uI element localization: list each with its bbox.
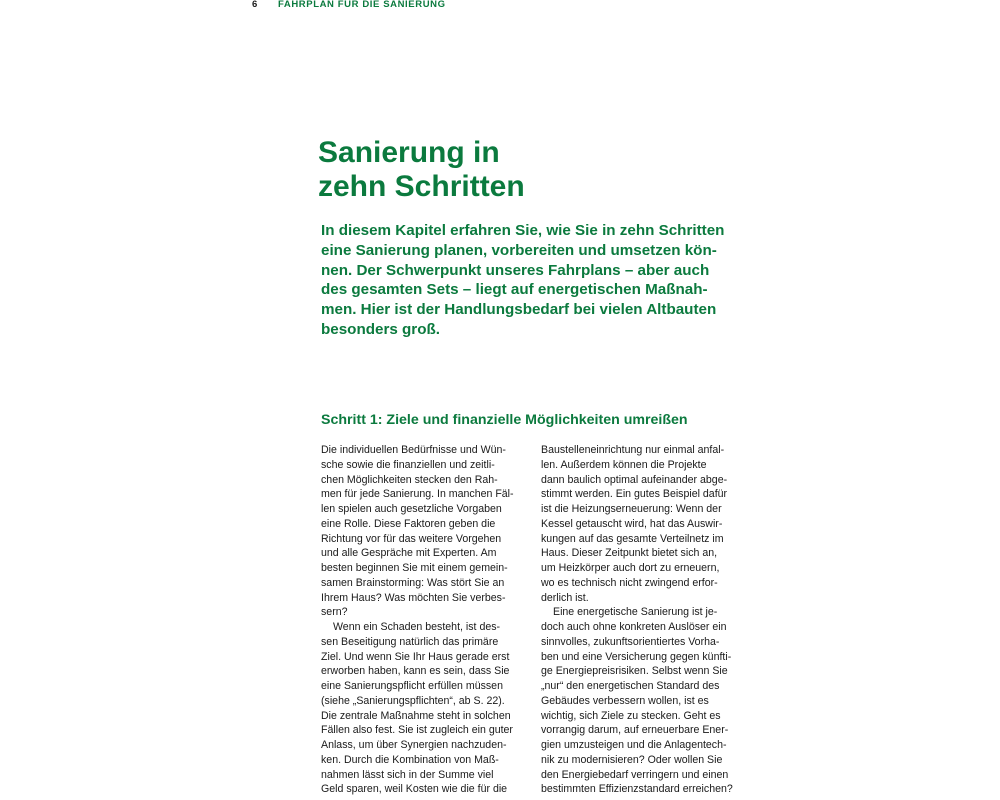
intro-line: des gesamten Sets – liegt auf energetischen Maßnah- [321,281,708,299]
text-line: Baustelleneinrichtung nur einmal anfal- [541,444,725,456]
text-line: nahmen lässt sich in der Summe viel [321,768,494,781]
step-heading: Schritt 1: Ziele und finanzielle Möglichkeiten umreißen [321,412,688,428]
text-line: doch auch ohne konkreten Auslöser ein [541,621,727,633]
text-line: wichtig, sich Ziele zu stecken. Geht es [541,709,721,722]
text-line: Die zentrale Maßnahme steht in solchen [321,709,511,722]
text-line: Ziel. Und wenn Sie Ihr Haus gerade erst [321,650,510,663]
running-header [252,0,446,12]
chapter-title-line: zehn Schritten [318,170,525,203]
text-line: men für jede Sanierung. In manchen Fäl- [321,488,514,501]
text-line: len. Außerdem können die Projekte [541,458,707,471]
text-line: eine Rolle. Diese Faktoren geben die [321,517,496,530]
text-line: Haus. Dieser Zeitpunkt bietet sich an, [541,547,718,560]
text-line: vorrangig darum, auf erneuerbare Ener- [541,724,729,737]
text-line: chen Möglichkeiten stecken den Rah- [321,473,498,486]
text-line: nik zu modernisieren? Oder wollen Sie [541,753,723,766]
chapter-title-line: Sanierung in [318,136,500,169]
text-line: „nur“ den energetischen Standard des [541,680,720,692]
text-line: Die individuellen Bedürfnisse und Wün- [321,444,506,456]
text-line: Gebäudes verbessern wollen, ist es [541,694,709,707]
text-line: len spielen auch gesetzliche Vorgaben [321,503,502,515]
intro-paragraph [321,221,741,340]
text-line: sinnvolles, zukunftsorientiertes Vorha- [541,635,720,648]
text-line: ge Energiepreisrisiken. Selbst wenn Sie [541,665,728,678]
text-line: dann baulich optimal aufeinander abge- [541,473,728,486]
chapter-title [318,136,738,204]
body-column-right [541,443,756,797]
text-line: ben und eine Versicherung gegen künfti- [541,650,732,663]
text-line: derlich ist. [541,591,589,604]
text-line: sche sowie die finanziellen und zeitli- [321,458,495,471]
text-line: stimmt werden. Ein gutes Beispiel dafür [541,488,728,501]
text-line: bestimmten Effizienzstandard erreichen? [541,783,733,796]
text-line: Richtung vor für das weitere Vorgehen [321,532,502,545]
text-line: Ihrem Haus? Was möchten Sie verbes- [321,591,506,604]
text-line: Fällen also fest. Sie ist zugleich ein guter [321,724,513,737]
page-number: 6 [252,0,258,10]
text-line: Geld sparen, weil Kosten wie die für die [321,783,508,796]
text-line: Wenn ein Schaden besteht, ist des- [333,621,501,633]
intro-line: nen. Der Schwerpunkt unseres Fahrplans – aber auch [321,261,710,279]
text-line: samen Brainstorming: Was stört Sie an [321,576,505,589]
text-line: (siehe „Sanierungspflichten“, ab S. 22). [321,694,505,707]
section-label: FAHRPLAN FÜR DIE SANIERUNG [278,0,446,10]
text-line: sern? [321,606,348,619]
text-line: wo es technisch nicht zwingend erfor- [541,576,718,589]
text-line: ist die Heizungserneuerung: Wenn der [541,503,722,515]
intro-line: besonders groß. [321,320,440,338]
text-line: gien umzusteigen und die Anlagentech- [541,739,727,751]
text-line: und alle Gespräche mit Experten. Am [321,547,497,560]
body-column-left [321,443,536,797]
text-line: Kessel getauscht wird, hat das Auswir- [541,517,723,530]
intro-line: men. Hier ist der Handlungsbedarf bei vielen Altbauten [321,301,717,319]
text-line: kungen auf das gesamte Verteilnetz im [541,532,724,545]
text-line: Anlass, um über Synergien nachzuden- [321,739,507,751]
text-line: besten beginnen Sie mit einem gemein- [321,562,508,574]
text-line: Eine energetische Sanierung ist je- [553,606,718,619]
text-line: eine Sanierungspflicht erfüllen müssen [321,680,503,692]
text-line: um Heizkörper auch dort zu erneuern, [541,562,720,574]
text-line: ken. Durch die Kombination von Maß- [321,753,499,766]
text-line: sen Beseitigung natürlich das primäre [321,635,499,648]
intro-line: eine Sanierung planen, vorbereiten und umsetzen kön- [321,241,717,259]
intro-line: In diesem Kapitel erfahren Sie, wie Sie in zehn Schritten [321,222,725,239]
text-line: erworben haben, kann es sein, dass Sie [321,665,510,678]
text-line: den Energiebedarf verringern und einen [541,768,729,781]
